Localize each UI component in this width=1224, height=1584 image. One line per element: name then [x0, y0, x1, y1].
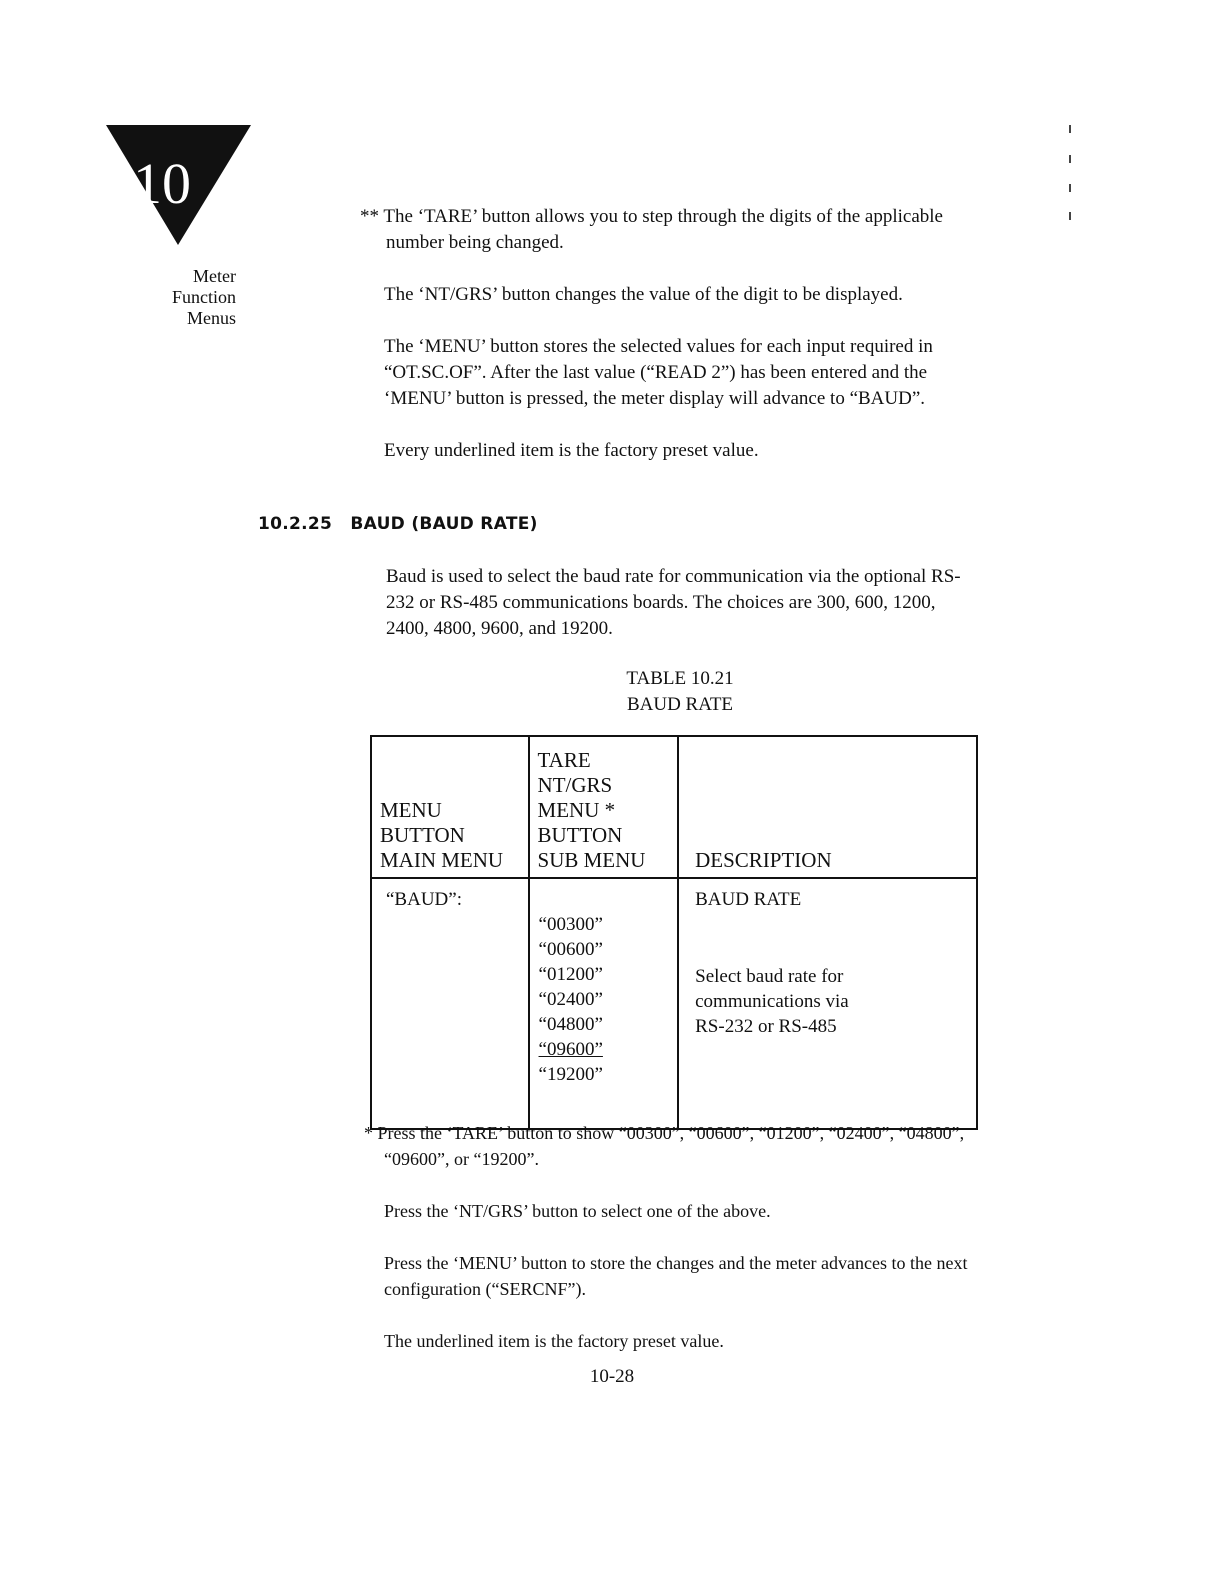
- cell-description: [678, 878, 977, 1129]
- chapter-badge: [106, 125, 251, 245]
- side-label-line: Function: [171, 287, 236, 307]
- header-line: MENU *: [537, 798, 616, 822]
- option-04800: “04800”: [538, 1014, 603, 1035]
- scan-mark: [1069, 155, 1071, 163]
- tare-footnote: [364, 1120, 984, 1172]
- cell-main-menu: “BAUD”:: [371, 878, 529, 1129]
- description-line: Select baud rate for: [695, 966, 844, 987]
- option-01200: “01200”: [538, 964, 603, 985]
- option-00600: “00600”: [538, 939, 603, 960]
- page-number: 10-28: [589, 1366, 635, 1387]
- section-number: 10.2.25: [258, 514, 333, 534]
- scan-mark: [1069, 184, 1071, 192]
- option-00300: “00300”: [538, 914, 603, 935]
- option-09600-default: “09600”: [538, 1039, 603, 1060]
- note-marker: **: [360, 206, 379, 227]
- header-line: SUB MENU: [537, 848, 646, 872]
- header-main-menu: [371, 736, 529, 878]
- table-row: [371, 878, 977, 1129]
- table-header-row: [371, 736, 977, 878]
- header-sub-menu: [529, 736, 679, 878]
- preset-paragraph: Every underlined item is the factory preset value.: [384, 440, 759, 461]
- table-caption-title: BAUD RATE: [626, 694, 734, 715]
- option-02400: “02400”: [538, 989, 603, 1010]
- cell-sub-menu-options: [529, 878, 679, 1129]
- ntgrs-paragraph: The ‘NT/GRS’ button changes the value of the digit to be displayed.: [384, 284, 903, 305]
- section-body: Baud is used to select the baud rate for communication via the optional RS-232 or RS-485 communications boards. The choices are 300, 600, 1200, 2400, 4800, 9600, and 19200.: [386, 566, 961, 639]
- footnote-marker: *: [364, 1123, 373, 1143]
- section-title: BAUD (BAUD RATE): [350, 514, 538, 534]
- header-line: MAIN MENU: [380, 848, 504, 872]
- triangle-icon: [106, 125, 251, 245]
- preset-note: The underlined item is the factory preset value.: [384, 1331, 724, 1351]
- note-text: The ‘TARE’ button allows you to step through the digits of the applicable number being changed.: [383, 206, 943, 253]
- table-caption: [560, 666, 800, 718]
- header-description: DESCRIPTION: [678, 736, 977, 878]
- tare-note: [360, 204, 980, 256]
- description-title: BAUD RATE: [695, 889, 802, 910]
- chapter-number: 10: [133, 151, 191, 216]
- table-caption-number: TABLE 10.21: [626, 668, 734, 689]
- ntgrs-instruction: Press the ‘NT/GRS’ button to select one of the above.: [384, 1201, 771, 1221]
- description-line: communications via: [695, 991, 849, 1012]
- header-line: BUTTON: [380, 823, 465, 847]
- menu-instruction: Press the ‘MENU’ button to store the changes and the meter advances to the next configuration (“SERCNF”).: [384, 1253, 968, 1299]
- side-label-line: Meter: [193, 266, 236, 286]
- baud-rate-table: [370, 735, 978, 1130]
- header-line: BUTTON: [537, 823, 623, 847]
- description-line: RS-232 or RS-485: [695, 1016, 837, 1037]
- scan-mark: [1069, 212, 1071, 220]
- header-line: TARE: [537, 748, 591, 772]
- option-19200: “19200”: [538, 1064, 603, 1085]
- footnote-text: Press the ‘TARE’ button to show “00300”, “00600”, “01200”, “02400”, “04800”, “09600”, or “19200”.: [377, 1123, 965, 1169]
- header-line: NT/GRS: [537, 773, 613, 797]
- menu-paragraph: The ‘MENU’ button stores the selected values for each input required in “OT.SC.OF”. After the last value (“READ 2”) has been entered and the ‘MENU’ button is pressed, the meter display will advance to “BAUD”.: [384, 336, 933, 409]
- side-label-line: Menus: [187, 308, 236, 328]
- side-label: [130, 266, 236, 329]
- section-heading: [258, 514, 538, 534]
- scan-mark: [1069, 125, 1071, 133]
- header-line: MENU: [380, 798, 442, 822]
- intro-section: [360, 204, 980, 490]
- notes-section: [364, 1120, 984, 1380]
